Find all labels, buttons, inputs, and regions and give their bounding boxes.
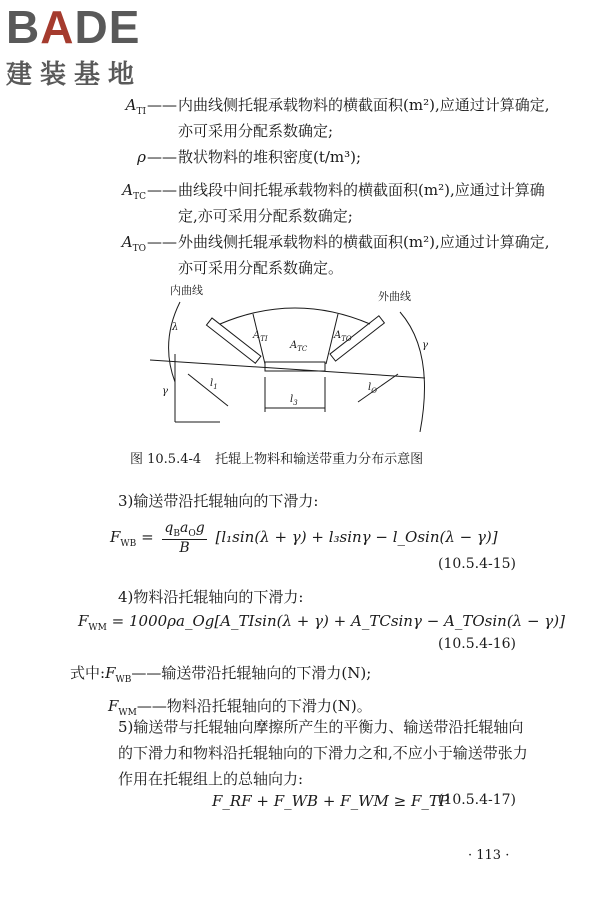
where-text: 输送带沿托辊轴向的下滑力(N); <box>161 664 372 682</box>
item-text: 物料沿托辊轴向的下滑力: <box>133 588 304 606</box>
item-number: 4) <box>118 588 134 606</box>
formula-rhs: [l₁sin(λ + γ) + l₃sinγ − l_Osin(λ − γ)] <box>215 527 498 546</box>
definition-text: 内曲线侧托辊承载物料的横截面积(m²),应通过计算确定,亦可采用分配系数确定; <box>178 96 550 140</box>
item-number: 5) <box>118 718 134 736</box>
lambda-arc <box>169 302 180 382</box>
definition-text: 散状物料的堆积密度(t/m³); <box>178 148 362 166</box>
definition-row <box>100 177 560 229</box>
caption-text: 托辊上物料和输送带重力分布示意图 <box>215 452 424 467</box>
definitions-list <box>100 92 560 281</box>
where-symbol: $F_{WB}$ <box>105 664 132 685</box>
caption-number: 图 10.5.4-4 <box>130 452 202 467</box>
where-dash: —— <box>136 697 167 715</box>
label-l1: $l_1$ <box>210 378 218 391</box>
item-text: 输送带与托辊轴向摩擦所产生的平衡力、输送带沿托辊轴向的下滑力和物料沿托辊轴向的下滑力之和,不应小于输送带张力作用在托辊组上的总轴向力: <box>118 718 528 788</box>
logo-letter-d: D <box>74 1 109 53</box>
definition-dash: —— <box>147 96 177 114</box>
definition-row <box>100 144 560 177</box>
label-gamma-left: γ <box>162 386 168 397</box>
definition-symbol: $A_{TO}$ <box>121 233 146 254</box>
lo-dimension <box>358 374 398 402</box>
label-inner-curve: 内曲线 <box>170 284 203 297</box>
label-lo: $l_O$ <box>368 382 377 395</box>
l1-dimension <box>188 374 228 406</box>
brand-logo <box>6 1 176 90</box>
logo-letter-e: E <box>108 1 141 53</box>
item-3 <box>118 488 318 514</box>
reference-line <box>150 360 425 378</box>
label-area-tc: $A_{TC}$ <box>290 340 308 353</box>
logo-chinese: 建装基地 <box>6 60 143 90</box>
equation-number: (10.5.4-17) <box>438 792 516 808</box>
definition-dash: —— <box>147 233 177 251</box>
formula-16: $F_{WM}$ = 1000ρa_Og[A_TIsin(λ + γ) + A_TCsinγ − A_TOsin(λ − γ)] <box>78 612 565 633</box>
logo-letter-a: A <box>40 1 75 53</box>
formula-rhs: = 1000ρa_Og[A_TIsin(λ + γ) + A_TCsinγ − A_TOsin(λ − γ)] <box>111 612 565 630</box>
formula-15: $F_{WB}$ = $\frac{q_Ba_Og}{B}$ [l₁sin(λ + γ) + l₃sinγ − l_Osin(λ − γ)] <box>110 520 498 556</box>
where-row <box>70 660 550 693</box>
item-4 <box>118 584 303 610</box>
equation-number: (10.5.4-15) <box>438 556 516 572</box>
definition-dash: —— <box>147 148 177 166</box>
figure-caption <box>130 448 423 467</box>
label-area-ti: $A_{TI}$ <box>253 330 268 343</box>
formula-17: F_RF + F_WB + F_WM ≥ F_TP <box>212 792 449 810</box>
definition-symbol: ρ <box>137 148 146 166</box>
item-text: 输送带沿托辊轴向的下滑力: <box>133 492 319 510</box>
where-text: 物料沿托辊轴向的下滑力(N)。 <box>166 697 372 715</box>
definition-symbol: $A_{TC}$ <box>122 181 146 202</box>
definition-text: 曲线段中间托辊承载物料的横截面积(m²),应通过计算确定,亦可采用分配系数确定; <box>178 181 545 225</box>
item-number: 3) <box>118 492 134 510</box>
label-outer-curve: 外曲线 <box>378 290 411 303</box>
definition-row <box>100 92 560 144</box>
fraction: $\frac{q_Ba_Og}{B}$ <box>164 520 205 556</box>
material-arc <box>220 308 370 324</box>
label-area-to: $A_{TO}$ <box>334 330 352 343</box>
label-l3: $l_3$ <box>290 394 298 407</box>
gamma-arc-right <box>400 312 425 432</box>
logo-letter-b: B <box>6 1 41 53</box>
label-lambda: λ <box>172 322 179 333</box>
equation-number: (10.5.4-16) <box>438 636 516 652</box>
label-gamma-right: γ <box>422 340 428 351</box>
where-prefix: 式中: <box>70 664 106 682</box>
where-dash: —— <box>131 664 162 682</box>
where-symbol: $F_{WM}$ <box>108 697 137 718</box>
page-number: · 113 · <box>468 848 510 863</box>
item-5 <box>118 714 538 792</box>
logo-wordmark <box>6 1 176 53</box>
idler-load-diagram <box>150 282 440 432</box>
definition-symbol: $A_{TI}$ <box>125 96 146 117</box>
definition-text: 外曲线侧托辊承载物料的横截面积(m²),应通过计算确定,亦可采用分配系数确定。 <box>178 233 550 277</box>
definition-row <box>100 229 560 281</box>
definition-dash: —— <box>147 181 177 199</box>
